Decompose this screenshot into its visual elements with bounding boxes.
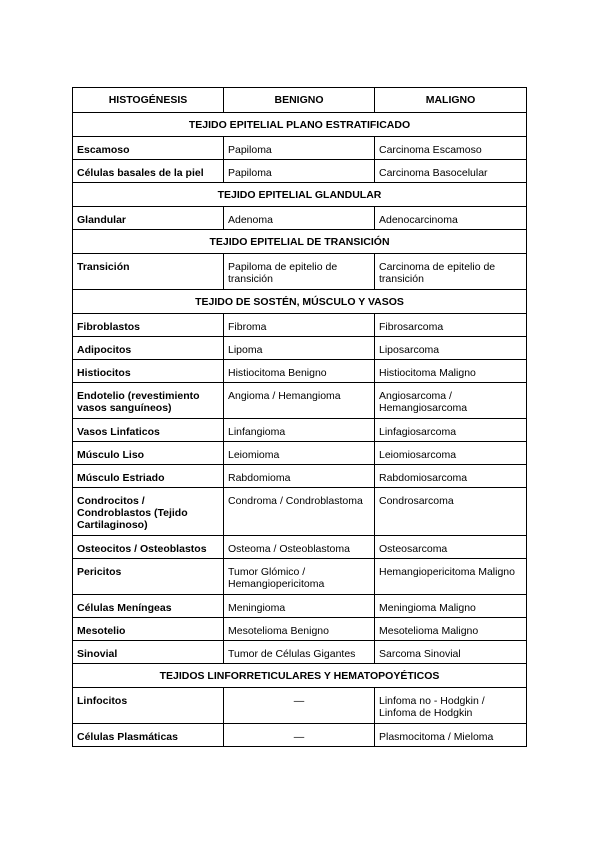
table-row [73,314,527,337]
section-header [73,290,527,314]
origin-cell: Vasos Linfaticos [73,419,224,442]
malignant-cell: Linfoma no - Hodgkin / Linfoma de Hodgkin [375,688,527,724]
origin-cell: Fibroblastos [73,314,224,337]
benign-cell: Papiloma de epitelio de transición [224,254,375,290]
benign-cell: Adenoma [224,207,375,230]
benign-cell: Linfangioma [224,419,375,442]
origin-cell: Transición [73,254,224,290]
table-row [73,337,527,360]
table-row [73,419,527,442]
origin-cell: Células Meníngeas [73,595,224,618]
section-title: TEJIDO EPITELIAL GLANDULAR [73,183,527,207]
section-title: TEJIDO EPITELIAL PLANO ESTRATIFICADO [73,113,527,137]
benign-cell: Rabdomioma [224,465,375,488]
origin-cell: Endotelio (revestimiento vasos sanguíneos) [73,383,224,419]
malignant-cell: Carcinoma Escamoso [375,137,527,160]
section-header [73,113,527,137]
table-row [73,207,527,230]
table-row [73,360,527,383]
malignant-cell: Osteosarcoma [375,536,527,559]
malignant-cell: Linfagiosarcoma [375,419,527,442]
origin-cell: Sinovial [73,641,224,664]
table-row [73,465,527,488]
table-row [73,559,527,595]
malignant-cell: Meningioma Maligno [375,595,527,618]
benign-cell: Meningioma [224,595,375,618]
malignant-cell: Adenocarcinoma [375,207,527,230]
origin-cell: Glandular [73,207,224,230]
header-histogenesis: HISTOGÉNESIS [73,88,224,113]
origin-cell: Linfocitos [73,688,224,724]
section-header [73,183,527,207]
benign-cell: Condroma / Condroblastoma [224,488,375,536]
benign-cell: — [224,724,375,747]
origin-cell: Histiocitos [73,360,224,383]
table-row [73,254,527,290]
malignant-cell: Mesotelioma Maligno [375,618,527,641]
malignant-cell: Fibrosarcoma [375,314,527,337]
malignant-cell: Histiocitoma Maligno [375,360,527,383]
origin-cell: Osteocitos / Osteoblastos [73,536,224,559]
malignant-cell: Carcinoma Basocelular [375,160,527,183]
malignant-cell: Angiosarcoma / Hemangiosarcoma [375,383,527,419]
malignant-cell: Hemangiopericitoma Maligno [375,559,527,595]
malignant-cell: Condrosarcoma [375,488,527,536]
benign-cell: Leiomioma [224,442,375,465]
benign-cell: Papiloma [224,137,375,160]
origin-cell: Condrocitos / Condroblastos (Tejido Cartilaginoso) [73,488,224,536]
malignant-cell: Carcinoma de epitelio de transición [375,254,527,290]
benign-cell: Lipoma [224,337,375,360]
origin-cell: Escamoso [73,137,224,160]
malignant-cell: Sarcoma Sinovial [375,641,527,664]
benign-cell: Osteoma / Osteoblastoma [224,536,375,559]
origin-cell: Células basales de la piel [73,160,224,183]
malignant-cell: Plasmocitoma / Mieloma [375,724,527,747]
table-row [73,688,527,724]
malignant-cell: Rabdomiosarcoma [375,465,527,488]
header-maligno: MALIGNO [375,88,527,113]
origin-cell: Células Plasmáticas [73,724,224,747]
section-title: TEJIDO DE SOSTÉN, MÚSCULO Y VASOS [73,290,527,314]
origin-cell: Músculo Estriado [73,465,224,488]
table-row [73,383,527,419]
origin-cell: Pericitos [73,559,224,595]
section-title: TEJIDO EPITELIAL DE TRANSICIÓN [73,230,527,254]
table-row [73,160,527,183]
origin-cell: Músculo Liso [73,442,224,465]
malignant-cell: Liposarcoma [375,337,527,360]
section-title: TEJIDOS LINFORRETICULARES Y HEMATOPOYÉTICOS [73,664,527,688]
table-row [73,641,527,664]
benign-cell: Tumor de Células Gigantes [224,641,375,664]
benign-cell: Fibroma [224,314,375,337]
benign-cell: Angioma / Hemangioma [224,383,375,419]
malignant-cell: Leiomiosarcoma [375,442,527,465]
origin-cell: Adipocitos [73,337,224,360]
benign-cell: Mesotelioma Benigno [224,618,375,641]
table-row [73,488,527,536]
benign-cell: Papiloma [224,160,375,183]
table-row [73,724,527,747]
section-header [73,230,527,254]
tumor-classification-table [72,87,527,747]
benign-cell: — [224,688,375,724]
table-row [73,536,527,559]
table-row [73,595,527,618]
benign-cell: Tumor Glómico / Hemangiopericitoma [224,559,375,595]
section-header [73,664,527,688]
header-benigno: BENIGNO [224,88,375,113]
origin-cell: Mesotelio [73,618,224,641]
benign-cell: Histiocitoma Benigno [224,360,375,383]
table-row [73,442,527,465]
header-row [73,88,527,113]
table-row [73,618,527,641]
table-row [73,137,527,160]
